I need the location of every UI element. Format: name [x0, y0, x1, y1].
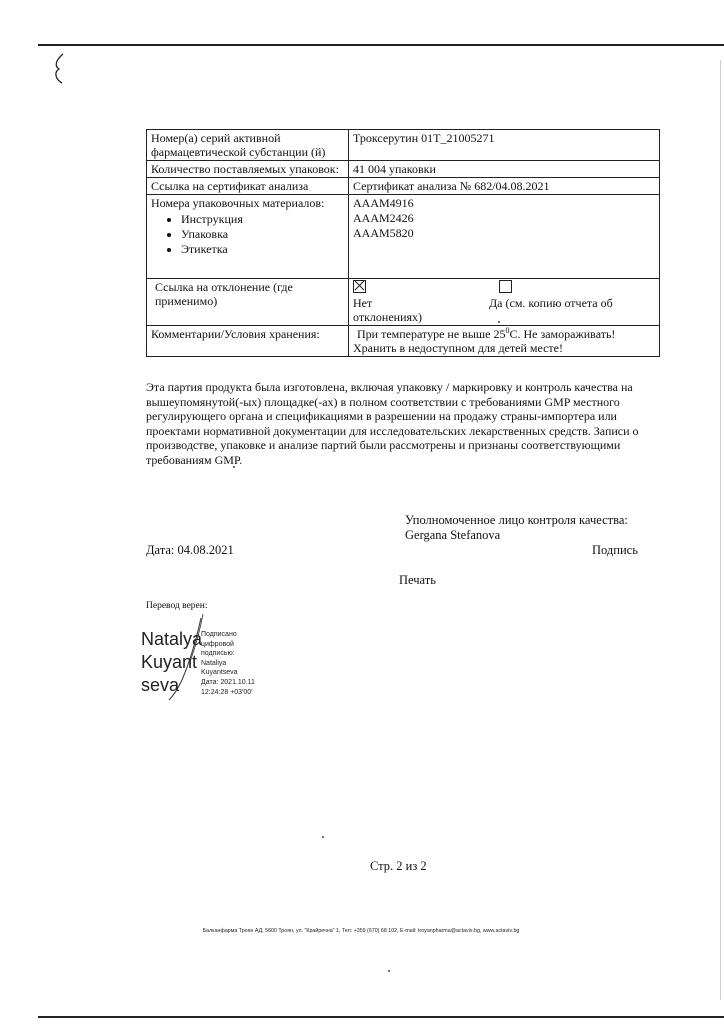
- authorized-person-label: Уполномоченное лицо контроля качества:: [405, 513, 628, 527]
- packaging-item: • Упаковка: [181, 227, 344, 242]
- batch-label: Номер(а) серий активной фармацевтической субстанции (й): [147, 130, 349, 161]
- scan-edge: [720, 60, 721, 1000]
- certificate-table: [146, 129, 660, 357]
- scan-dot: [233, 466, 235, 468]
- packaging-list: [151, 212, 344, 257]
- translation-verified-label: Перевод верен:: [146, 601, 208, 611]
- yes-deviation-label: Да (см. копию отчета об: [489, 296, 613, 310]
- no-deviation-label: Нет: [353, 296, 373, 310]
- gmp-statement: Эта партия продукта была изготовлена, включая упаковку / маркировку и контроль качества на вышеупомянутой(-ых) площадке(-ах) в полном соответствии с требованиями GMP местного регулирующего органа и спецификациями в разрешении на продажу страны-импортера или проектами нормативной документации для исследовательских лекарственных средств. Записи о производстве, упаковке и анализе партий были рассмотрены и признаны соответствующими требованиям GMP.: [146, 380, 639, 467]
- table-row-quantity: [147, 161, 660, 178]
- deviation-options: [349, 279, 660, 326]
- digital-signature-info: Подписано цифровой подписью: Nataliya Kuyantseva Дата: 2021.10.11 12:24:28 +03'00': [201, 631, 255, 696]
- storage-value: [349, 326, 660, 357]
- packaging-label: Номера упаковочных материалов:: [151, 196, 325, 210]
- certificate-label: Ссылка на сертификат анализа: [147, 178, 349, 195]
- page-number: Стр. 2 из 2: [370, 859, 427, 873]
- batch-value: Троксерутин 01T_21005271: [349, 130, 660, 161]
- top-rule: [38, 44, 724, 46]
- bottom-rule: [38, 1016, 724, 1018]
- table-row-storage: [147, 326, 660, 357]
- signature-label: Подпись: [592, 543, 638, 557]
- quantity-value: 41 004 упаковки: [349, 161, 660, 178]
- yes-deviation-checkbox[interactable]: [499, 280, 512, 293]
- authorized-person-name: Gergana Stefanova: [405, 528, 501, 542]
- storage-label: Комментарии/Условия хранения:: [147, 326, 349, 357]
- packaging-code: AAAM2426: [353, 211, 414, 225]
- table-row-batch: [147, 130, 660, 161]
- table-row-certificate: [147, 178, 660, 195]
- yes-deviation-continuation: отклонениях): [353, 310, 423, 324]
- deviation-label: Ссылка на отклонение (где применимо): [147, 279, 349, 326]
- scan-dot: [322, 836, 324, 838]
- packaging-item: • Инструкция: [181, 212, 344, 227]
- stamp-label: Печать: [399, 573, 436, 587]
- storage-line-2: Хранить в недоступном для детей месте!: [353, 341, 563, 355]
- packaging-cell: [147, 195, 349, 279]
- digital-signature-name: Natalya Kuyant seva: [141, 629, 203, 695]
- no-deviation-checkbox[interactable]: [353, 280, 366, 293]
- table-row-packaging: [147, 195, 660, 279]
- storage-line-1: При температуре не выше $25^0С$. Не замораживать!: [357, 326, 616, 341]
- packaging-item: • Этикетка: [181, 242, 344, 257]
- table-row-deviation: [147, 279, 660, 326]
- pen-mark-icon: [50, 52, 70, 86]
- certificate-value: Сертификат анализа № 682/04.08.2021: [349, 178, 660, 195]
- packaging-code: AAAM5820: [353, 226, 414, 240]
- scan-dot: [498, 321, 500, 323]
- document-date: Дата: 04.08.2021: [146, 543, 234, 557]
- quantity-label: Количество поставляемых упаковок:: [147, 161, 349, 178]
- packaging-code: AAAM4916: [353, 196, 414, 210]
- scan-dot: [388, 970, 390, 972]
- packaging-codes: [349, 195, 660, 279]
- company-footer: Балканфарма Троян АД, 5600 Троян, ул. "Крайречна" 1, Тел: +359 (670) 68 102, E-mail: troyanpharma@actavis.bg, www.actavis.bg: [202, 928, 520, 934]
